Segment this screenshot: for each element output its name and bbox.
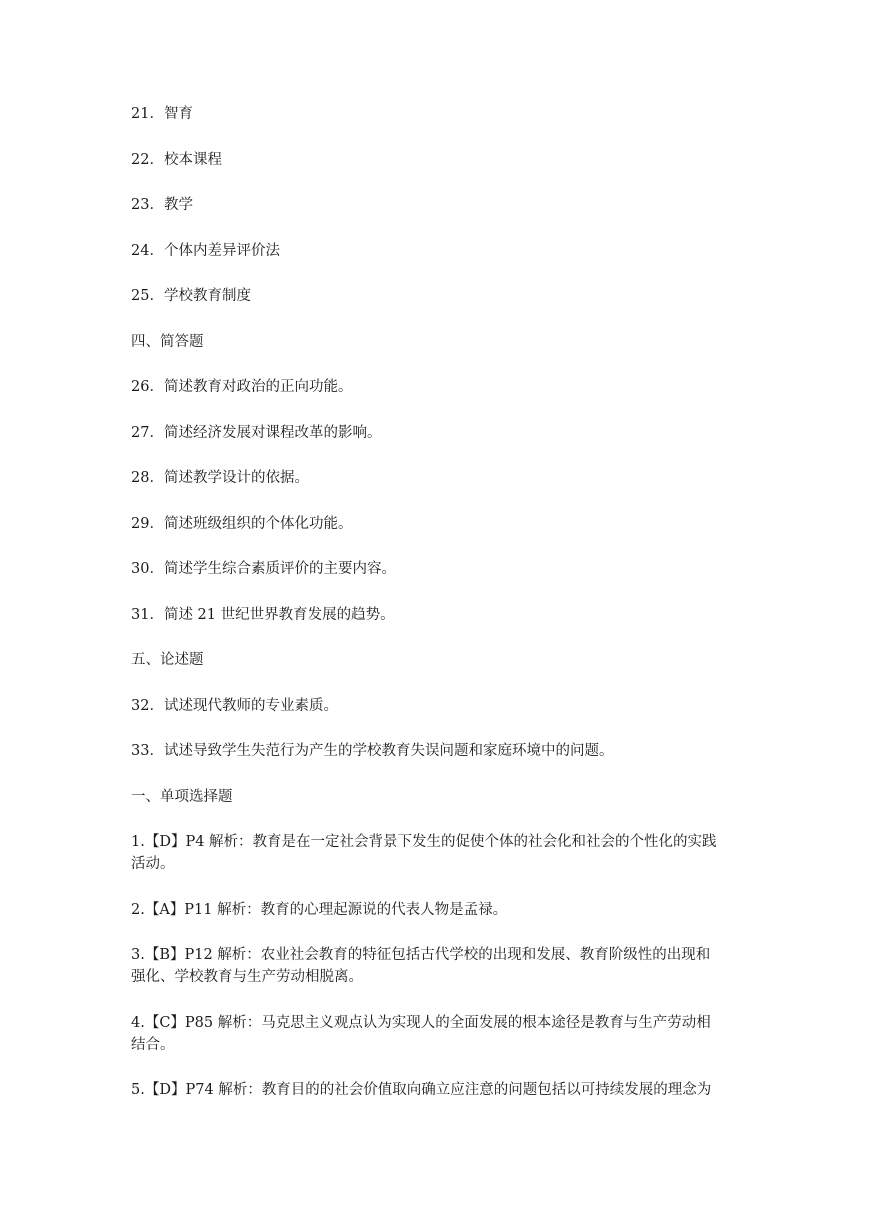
section-heading-short-answer: 四、简答题 bbox=[131, 333, 204, 350]
question-31: 31．简述 21 世纪世界教育发展的趋势。 bbox=[131, 606, 395, 623]
answer-2-line-1: 2.【A】P11 解析：教育的心理起源说的代表人物是孟禄。 bbox=[131, 901, 508, 918]
answer-3 bbox=[131, 944, 741, 988]
answer-3-line-1: 3.【B】P12 解析：农业社会教育的特征包括古代学校的出现和发展、教育阶级性的出现和 bbox=[131, 947, 711, 963]
answer-1-line-2: 活动。 bbox=[131, 856, 175, 872]
term-24: 24．个体内差异评价法 bbox=[131, 242, 280, 259]
answer-1 bbox=[131, 831, 741, 875]
term-22: 22．校本课程 bbox=[131, 151, 222, 168]
answer-1-line-1: 1.【D】P4 解析：教育是在一定社会背景下发生的促使个体的社会化和社会的个性化的实践 bbox=[131, 834, 717, 850]
answer-5-line-1: 5.【D】P74 解析：教育目的的社会价值取向确立应注意的问题包括以可持续发展的理念为 bbox=[131, 1082, 712, 1098]
section-heading-essay: 五、论述题 bbox=[131, 652, 204, 668]
answer-5 bbox=[131, 1079, 741, 1101]
question-27: 27．简述经济发展对课程改革的影响。 bbox=[131, 424, 382, 441]
section-heading-single-choice: 一、单项选择题 bbox=[131, 788, 233, 805]
document-page bbox=[131, 103, 741, 1125]
question-28: 28．简述教学设计的依据。 bbox=[131, 470, 309, 486]
term-21: 21．智育 bbox=[131, 106, 193, 122]
question-32: 32．试述现代教师的专业素质。 bbox=[131, 697, 338, 714]
answer-4-line-1: 4.【C】P85 解析：马克思主义观点认为实现人的全面发展的根本途径是教育与生产劳动相 bbox=[131, 1014, 711, 1031]
answer-2 bbox=[131, 899, 741, 921]
term-23: 23．教学 bbox=[131, 197, 193, 213]
answer-4-line-2: 结合。 bbox=[131, 1036, 175, 1053]
answer-3-line-2: 强化、学校教育与生产劳动相脱离。 bbox=[131, 969, 363, 985]
question-26: 26．简述教育对政治的正向功能。 bbox=[131, 379, 353, 395]
question-29: 29．简述班级组织的个体化功能。 bbox=[131, 515, 353, 532]
question-33: 33．试述导致学生失范行为产生的学校教育失误问题和家庭环境中的问题。 bbox=[131, 743, 614, 759]
answer-4 bbox=[131, 1012, 741, 1056]
term-25: 25．学校教育制度 bbox=[131, 288, 251, 304]
question-30: 30．简述学生综合素质评价的主要内容。 bbox=[131, 561, 396, 577]
